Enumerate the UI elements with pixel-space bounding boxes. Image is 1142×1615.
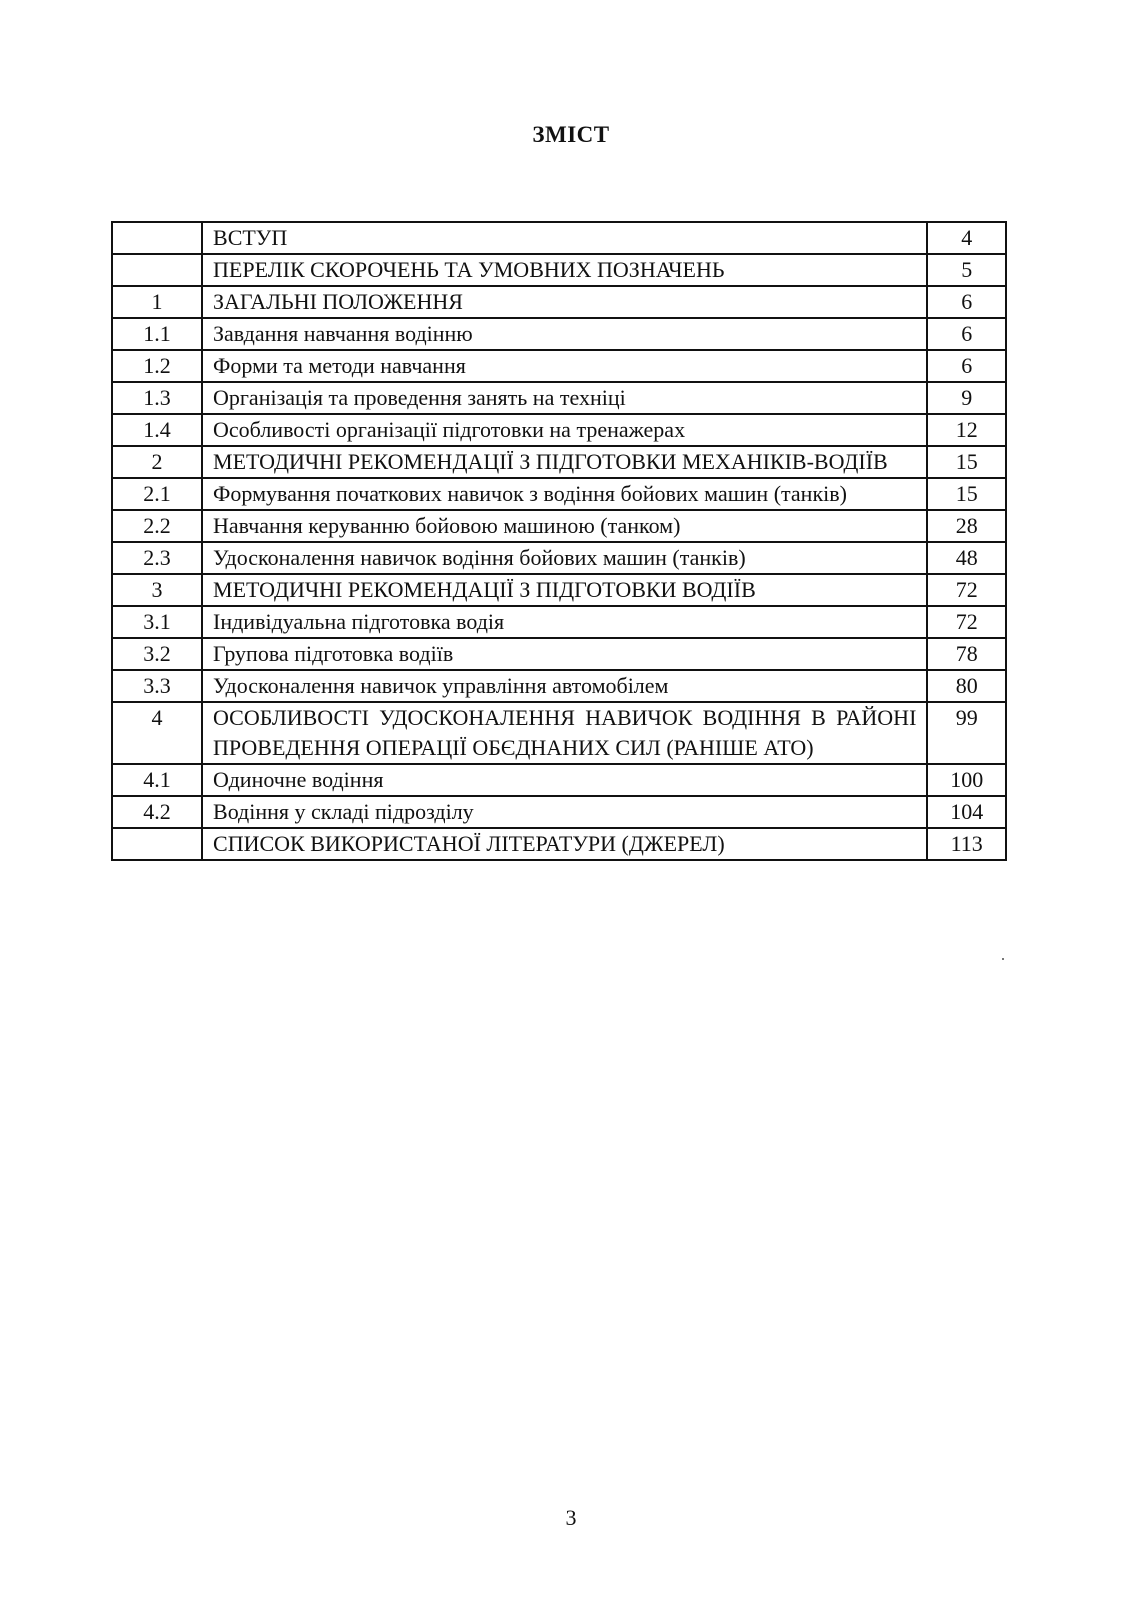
section-number: 4.2 <box>112 796 202 828</box>
section-title: Групова підготовка водіїв <box>202 638 927 670</box>
section-number: 1 <box>112 286 202 318</box>
section-title: Формування початкових навичок з водіння бойових машин (танків) <box>202 478 927 510</box>
toc-row <box>112 414 1006 446</box>
section-number <box>112 222 202 254</box>
toc-row <box>112 510 1006 542</box>
page-ref: 4 <box>927 222 1006 254</box>
section-number: 4.1 <box>112 764 202 796</box>
toc-row <box>112 446 1006 478</box>
toc-row <box>112 254 1006 286</box>
section-title: Удосконалення навичок управління автомобілем <box>202 670 927 702</box>
section-title: Одиночне водіння <box>202 764 927 796</box>
section-number: 3.3 <box>112 670 202 702</box>
section-number: 2 <box>112 446 202 478</box>
section-number: 2.2 <box>112 510 202 542</box>
page-ref: 104 <box>927 796 1006 828</box>
toc-row <box>112 478 1006 510</box>
toc-row <box>112 764 1006 796</box>
section-number: 1.4 <box>112 414 202 446</box>
toc-row <box>112 350 1006 382</box>
section-number: 2.1 <box>112 478 202 510</box>
section-title: СПИСОК ВИКОРИСТАНОЇ ЛІТЕРАТУРИ (ДЖЕРЕЛ) <box>202 828 927 860</box>
section-number: 4 <box>112 702 202 764</box>
toc-row <box>112 670 1006 702</box>
page-ref: 113 <box>927 828 1006 860</box>
section-title: ПЕРЕЛІК СКОРОЧЕНЬ ТА УМОВНИХ ПОЗНАЧЕНЬ <box>202 254 927 286</box>
stray-dot <box>1002 958 1004 960</box>
page-ref: 9 <box>927 382 1006 414</box>
page-ref: 5 <box>927 254 1006 286</box>
section-number: 1.3 <box>112 382 202 414</box>
section-title: Організація та проведення занять на техніці <box>202 382 927 414</box>
toc-row <box>112 382 1006 414</box>
page-ref: 80 <box>927 670 1006 702</box>
section-number: 3 <box>112 574 202 606</box>
page-ref: 48 <box>927 542 1006 574</box>
toc-row <box>112 606 1006 638</box>
section-number: 3.1 <box>112 606 202 638</box>
toc-row <box>112 574 1006 606</box>
toc-row <box>112 542 1006 574</box>
toc-row <box>112 222 1006 254</box>
toc-row <box>112 286 1006 318</box>
section-title: Водіння у складі підрозділу <box>202 796 927 828</box>
section-title: МЕТОДИЧНІ РЕКОМЕНДАЦІЇ З ПІДГОТОВКИ ВОДІЇВ <box>202 574 927 606</box>
page-ref: 100 <box>927 764 1006 796</box>
section-number: 1.2 <box>112 350 202 382</box>
page-ref: 6 <box>927 286 1006 318</box>
page-ref: 78 <box>927 638 1006 670</box>
toc-row <box>112 796 1006 828</box>
section-number <box>112 828 202 860</box>
section-number <box>112 254 202 286</box>
section-title: Індивідуальна підготовка водія <box>202 606 927 638</box>
page-ref: 72 <box>927 606 1006 638</box>
section-title: ВСТУП <box>202 222 927 254</box>
page-ref: 15 <box>927 478 1006 510</box>
section-number: 3.2 <box>112 638 202 670</box>
page-ref: 6 <box>927 350 1006 382</box>
toc-row <box>112 318 1006 350</box>
section-title: МЕТОДИЧНІ РЕКОМЕНДАЦІЇ З ПІДГОТОВКИ МЕХАНІКІВ-ВОДІЇВ <box>202 446 927 478</box>
page-ref: 28 <box>927 510 1006 542</box>
toc-row <box>112 702 1006 764</box>
page-ref: 99 <box>927 702 1006 764</box>
page-ref: 72 <box>927 574 1006 606</box>
table-of-contents <box>111 221 1007 861</box>
section-number: 1.1 <box>112 318 202 350</box>
section-title: Форми та методи навчання <box>202 350 927 382</box>
section-title: Завдання навчання водінню <box>202 318 927 350</box>
page-ref: 12 <box>927 414 1006 446</box>
page-ref: 6 <box>927 318 1006 350</box>
toc-row <box>112 638 1006 670</box>
section-title: Особливості організації підготовки на тренажерах <box>202 414 927 446</box>
section-title: ЗАГАЛЬНІ ПОЛОЖЕННЯ <box>202 286 927 318</box>
page-number: 3 <box>565 1505 577 1530</box>
section-title: Навчання керуванню бойовою машиною (танком) <box>202 510 927 542</box>
section-title: Удосконалення навичок водіння бойових машин (танків) <box>202 542 927 574</box>
toc-row <box>112 828 1006 860</box>
section-title: ОСОБЛИВОСТІ УДОСКОНАЛЕННЯ НАВИЧОК ВОДІННЯ В РАЙОНІ ПРОВЕДЕННЯ ОПЕРАЦІЇ ОБЄДНАНИХ СИЛ (РАНІШЕ АТО) <box>202 702 927 764</box>
page-title: ЗМІСТ <box>532 122 610 147</box>
page-ref: 15 <box>927 446 1006 478</box>
section-number: 2.3 <box>112 542 202 574</box>
